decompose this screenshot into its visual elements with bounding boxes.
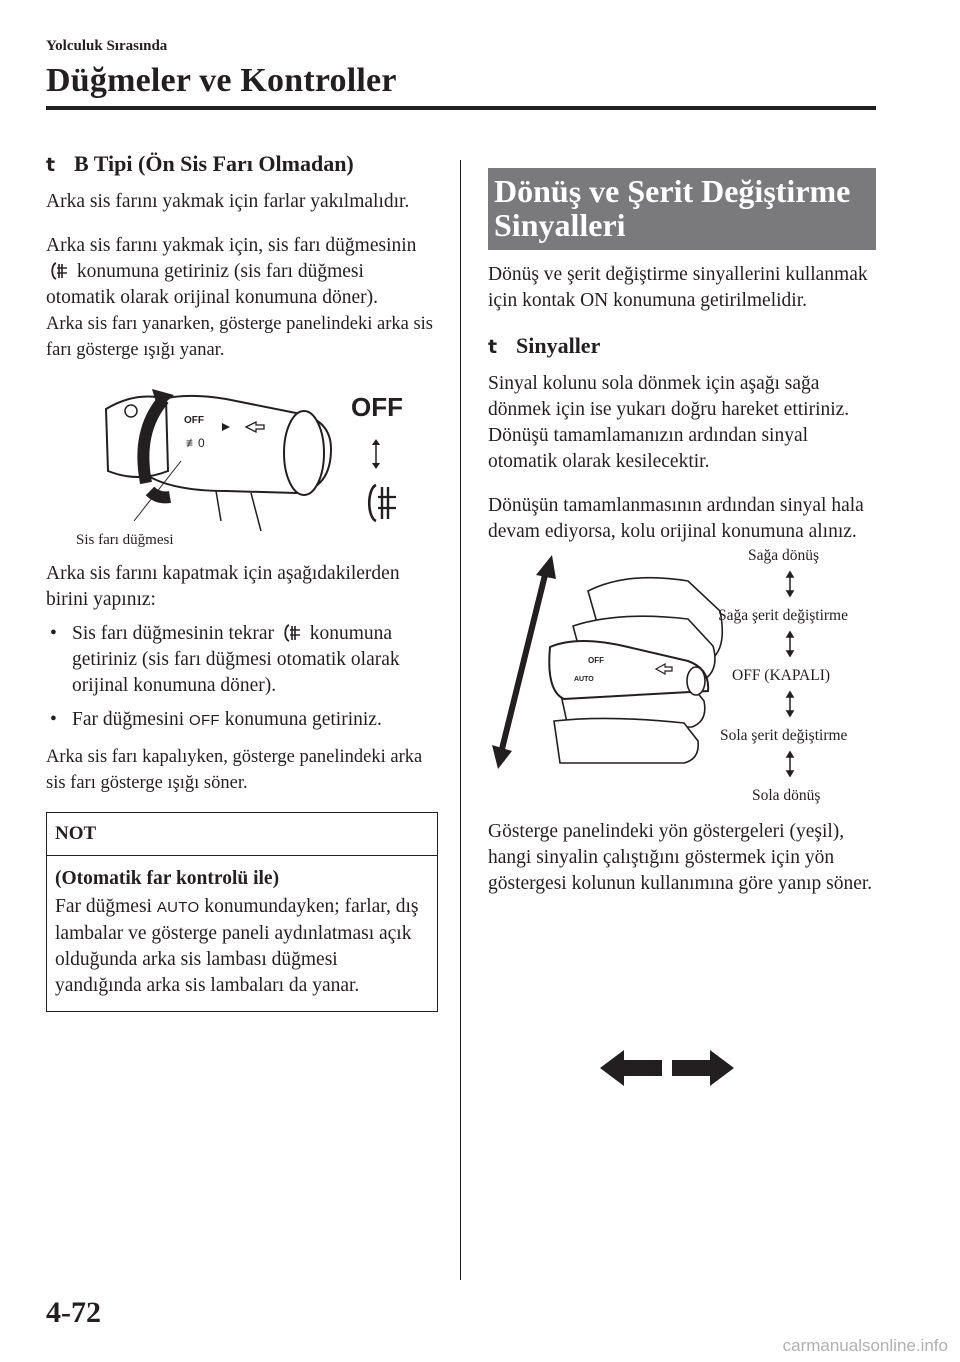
bullet-dot: • bbox=[50, 709, 57, 730]
paragraph: Gösterge panelindeki yön göstergeleri (yeşil), hangi sinyalin çalıştığını göstermek için yön göstergesi kolunun kullanımına göre yanıp söner. bbox=[488, 821, 873, 894]
rear-fog-light-icon bbox=[48, 261, 70, 281]
paragraph-small: Arka sis farı yanarken, gösterge panelindeki arka sis farı gösterge ışığı yanar. bbox=[46, 314, 434, 360]
header-rule bbox=[46, 106, 876, 110]
fog-light-switch-figure bbox=[46, 371, 438, 561]
right-arrow-icon bbox=[672, 1050, 734, 1086]
paragraph: Arka sis farını yakmak için farlar yakılmalıdır. bbox=[46, 191, 410, 212]
turn-signal-figure bbox=[488, 547, 876, 819]
paragraph: Sinyal kolunu sola dönmek için aşağı sağa dönmek için ise yukarı doğru hareket ettiriniz. Dönüşü tamamlamanızın ardından sinyal otomatik olarak kesilecektir. bbox=[488, 373, 850, 472]
watermark: carmanualsonline.info bbox=[782, 1336, 948, 1355]
svg-text:OFF: OFF bbox=[588, 656, 604, 665]
chapter-title: Düğmeler ve Kontroller bbox=[46, 62, 397, 99]
section-title: B Tipi (Ön Sis Farı Olmadan) bbox=[74, 151, 354, 176]
rear-fog-light-icon bbox=[369, 485, 396, 521]
paragraph: Arka sis farını yakmak için, sis farı düğmesinin konumuna getiriniz (sis farı düğmesi otomatik olarak orijinal konumuna döner). bbox=[46, 235, 417, 308]
section-heading-signals bbox=[488, 332, 876, 361]
section-bullet-icon: t bbox=[46, 154, 56, 176]
section-heading-b-type bbox=[46, 150, 438, 179]
svg-text:AUTO: AUTO bbox=[574, 676, 594, 683]
off-label: OFF bbox=[351, 392, 403, 422]
paragraph: Arka sis farını kapatmak için aşağıdakilerden birini yapınız: bbox=[46, 563, 400, 610]
note-body: (Otomatik far kontrolü ile) Far düğmesi AUTO konumundayken; farlar, dış lambalar ve gösterge paneli aydınlatması açık olduğunda arka sis lambası düğmesi yandığında arka sis lambaları da yanar. bbox=[47, 856, 437, 1011]
paragraph: Dönüş ve şerit değiştirme sinyallerini kullanmak için kontak ON konumuna getirilmelidir. bbox=[488, 264, 868, 311]
signal-label-right-turn: Sağa dönüş bbox=[748, 547, 820, 564]
svg-text:≢0: ≢0 bbox=[186, 436, 205, 450]
figure-caption: Sis farı düğmesi bbox=[76, 532, 174, 548]
signal-label-left-turn: Sola dönüş bbox=[752, 787, 821, 804]
left-column bbox=[46, 150, 438, 1012]
rear-fog-light-icon bbox=[281, 623, 303, 643]
column-divider bbox=[460, 160, 461, 1280]
left-arrow-icon bbox=[600, 1050, 662, 1086]
signal-label-off: OFF (KAPALI) bbox=[732, 667, 831, 684]
off-label: OFF bbox=[189, 712, 220, 729]
section-title: Sinyaller bbox=[516, 333, 601, 358]
note-header: NOT bbox=[47, 813, 437, 856]
paragraph: Dönüşün tamamlanmasının ardından sinyal hala devam ediyorsa, kolu orijinal konumuna alınız. bbox=[488, 495, 864, 542]
running-head: Yolculuk Sırasında bbox=[46, 38, 168, 54]
section-banner: Dönüş ve Şerit Değiştirme Sinyalleri bbox=[488, 168, 876, 250]
note-title: (Otomatik far kontrolü ile) bbox=[55, 868, 280, 889]
turn-indicator-figure bbox=[600, 1048, 740, 1088]
svg-text:OFF: OFF bbox=[184, 415, 204, 426]
paragraph-small: Arka sis farı kapalıyken, gösterge panelindeki arka sis farı gösterge ışığı söner. bbox=[46, 747, 423, 793]
bullet-dot: • bbox=[50, 623, 57, 644]
right-column bbox=[488, 168, 876, 897]
list-item: • Sis farı düğmesinin tekrar konumuna getiriniz (sis farı düğmesi otomatik olarak orijinal konumuna döner). bbox=[46, 621, 438, 699]
auto-label: AUTO bbox=[156, 899, 200, 916]
signal-label-left-lane-change: Sola şerit değiştirme bbox=[720, 727, 848, 744]
list-item: • Far düğmesini OFF konumuna getiriniz. bbox=[46, 707, 438, 734]
section-bullet-icon: t bbox=[488, 336, 498, 358]
page-number: 4-72 bbox=[46, 1296, 101, 1329]
note-box bbox=[46, 812, 438, 1012]
signal-label-right-lane-change: Sağa şerit değiştirme bbox=[718, 607, 848, 624]
